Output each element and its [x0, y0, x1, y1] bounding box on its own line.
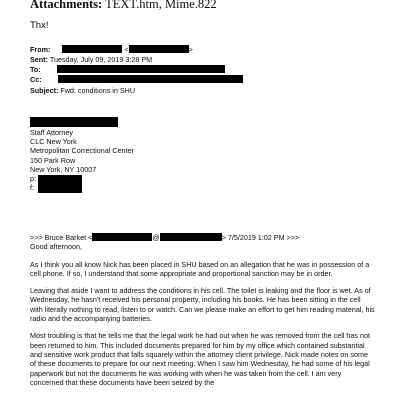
signature-street: 150 Park Row — [30, 155, 76, 165]
email-body — [30, 233, 375, 387]
paragraph: Most troubling is that he tells me that the legal work he had out when he was removed from the cell has not been returned to him. This included documents prepared for him by my office which contained substantial and sensitive work product that falls squarely within the attorney client privilege. Nick made notes on some of these documents to prepare for our next meeting. When I saw him Wednesday, he had some of his legal paperwork but not the documents he was working with when he was taken from the cell. I am very concerned that these documents have been seized by the — [30, 331, 370, 387]
attachments-line — [30, 0, 217, 12]
to-line — [30, 65, 225, 74]
signature-title: Staff Attorney — [30, 128, 74, 137]
phone-label: p: — [30, 174, 36, 184]
forward-at: @ — [152, 233, 160, 242]
forward-header — [30, 233, 375, 242]
fax-label: f: — [30, 183, 34, 193]
from-gt: > — [188, 45, 193, 54]
forward-suffix: > 7/5/2019 1:02 PM >>> — [221, 233, 300, 242]
salutation: Good afternoon, — [30, 242, 82, 252]
redaction — [129, 45, 189, 53]
sent-value: Tuesday, July 09, 2019 3:28 PM — [47, 55, 153, 64]
greeting: Thx! — [30, 20, 49, 31]
forward-prefix: >>> Bruce Barket < — [30, 233, 93, 242]
signature-city: New York, NY 10007 — [30, 164, 97, 174]
cc-label: Cc: — [30, 75, 42, 84]
signature-facility: Metropolitan Correctional Center — [30, 146, 134, 156]
attachments-label: Attachments: — [30, 0, 103, 11]
paragraph: As I think you all know Nick has been placed in SHU based on an allegation that he was in possession of a cell phone. If so, I understand that some appropriate and proportional sanction may be in order. — [30, 259, 370, 278]
subject-label: Subject: — [30, 86, 59, 95]
redaction — [92, 233, 152, 241]
subject-line — [30, 86, 135, 95]
redaction — [38, 175, 82, 193]
from-label: From: — [30, 45, 51, 54]
sent-line — [30, 55, 152, 64]
attachments-value: TEXT.htm, Mime.822 — [102, 0, 217, 11]
redaction — [62, 45, 122, 53]
redaction — [160, 233, 222, 241]
from-line — [30, 45, 193, 54]
redaction — [57, 65, 225, 73]
to-label: To: — [30, 65, 41, 74]
redaction — [58, 75, 243, 83]
subject-value: Fwd: conditions in SHU — [58, 86, 136, 95]
signature-org: CLC New York — [30, 137, 77, 147]
from-lt: < — [124, 45, 129, 54]
paragraph: Leaving that aside I want to address the conditions in his cell. The toilet is leaking and the floor is wet. As of Wednesday, he hasn't received his personal property, including his books. He has been sitting in the cell with literally nothing to read, listen to or watch. Can we please make an effort to get him reading material, his radio and the accompanying batteries. — [30, 286, 375, 324]
cc-line — [30, 75, 243, 84]
sent-label: Sent: — [30, 55, 48, 64]
redaction — [30, 117, 118, 127]
